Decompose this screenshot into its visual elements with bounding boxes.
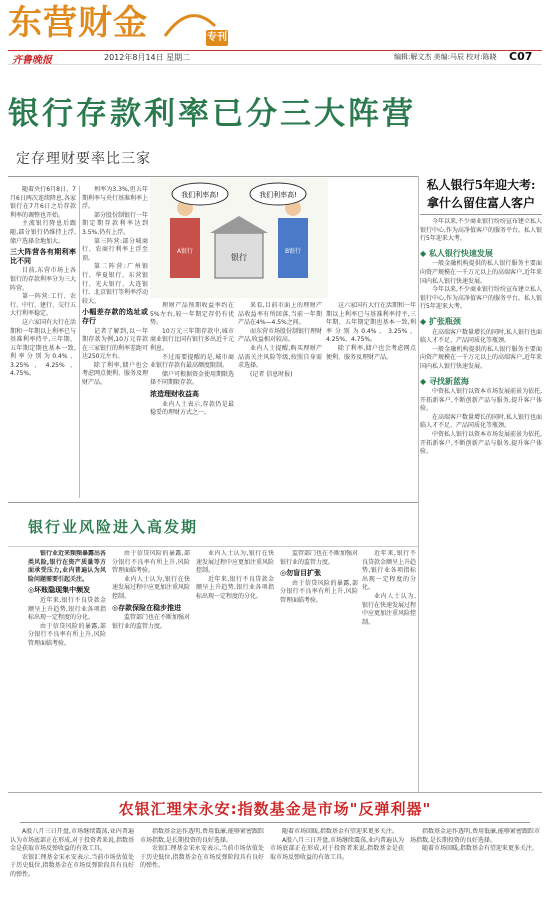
paragraph: 第一阵营:工行、农行、中行、建行、交行五大行利率稳定。 [10,293,76,318]
speech-bubble-right: 我们利率高! [259,191,297,199]
sidebar-body [420,218,542,788]
sidebar-article [420,176,542,788]
divider [20,822,530,823]
divider [8,502,418,503]
paragraph: 第二阵营:广州银行、华夏银行、东营银行、光大银行、大连银行、北京银行等利率浮动较大。 [82,263,148,305]
section-tag: 专刊 [206,30,228,46]
paragraph: 记者了解到,以一年期存款为例,10万元存款在三家银行的利率差距可达250元左右。 [82,327,148,361]
bottom-column-4 [410,828,540,918]
paragraph: 除了利率,储户也会考虑网点便利、服务及理财产品。 [326,344,416,361]
paragraph: 储户可根据资金使用期限选择不同期限存款。 [150,370,234,387]
divider [8,176,418,177]
paragraph: 这六家国有大行在活期和一年期以上利率已与基准利率持平,三年期、五年期定期也基本一致,利率分别为0.4%、3.25%、4.25%、4.75%。 [326,302,416,344]
bottom-column-2 [140,828,264,918]
paragraph: 中资私人银行以资本市场发展前景为依托,开拓新客户,不断创新产品与服务,提升客户体验。 [420,388,542,413]
figure-left-label: A银行 [176,248,194,255]
paragraph: 由于信贷风险的暴露,部分银行不良率有所上升,风险管理面临考验。 [112,550,190,575]
lead-column-1 [10,186,76,498]
paragraph: 一般金融机构提供的私人银行服务主要面向资产规模在一千万元以上的高端客户,近年来国内私人银行快速发展。 [420,260,542,285]
bank-competition-illustration [150,178,328,298]
section-heading: 浓造理财收益高 [150,389,199,398]
paragraph: 业内人士认为,银行在快速发展过程中应更加注重风险控制。 [112,575,190,600]
paragraph: 随着市场回暖,指数基金有望迎来更多关注。 [422,845,538,853]
paragraph: 第三阵营:部分城商行、农商行利率上浮至顶。 [82,237,148,262]
paragraph: 业内人士表示,存款仍是最稳妥的理财方式之一。 [150,400,234,417]
paragraph: 在高端客户数量增长的同时,私人银行也面临人才不足、产品同质化等瓶颈。 [420,413,542,430]
section-heading: ◎存款保险在稳步推进 [112,603,182,612]
paragraph: 这六家国有大行在活期和一年期以上利率已与基准利率持平,三年期、五年期定期也基本一致,利率分别为0.4%、3.25%、4.25%、4.75%。 [10,318,76,378]
paragraph: 农银汇理基金宋永安表示,当前市场估值处于历史低位,指数基金在市场反弹阶段具有良好的弹性。 [140,845,264,870]
section2-column-2 [112,550,190,786]
bottom-headline: 农银汇理宋永安:指数基金是市场"反弹利器" [118,800,432,818]
paragraph: 来看,目前市面上的理财产品收益率有所回落,当前一年期产品在4%—4.5%之间。 [238,302,322,327]
sidebar-section-heading: ◆ 私人银行快速发展 [420,248,493,258]
paragraph: 指数基金运作透明,费用低廉,能够紧密跟踪市场指数,是长期投资的良好选择。 [140,828,264,844]
bottom-column-1 [10,828,134,918]
page-number: C07 [509,50,533,63]
section2-column-1 [28,550,106,786]
paragraph: 10万元三年期存款中,城市商业银行比国有银行多出近千元利息。 [150,327,234,352]
paragraph: 理财产品预期收益率约在5%左右,较一年期定存仍有优势。 [150,302,234,327]
paragraph: 近年来,银行不良贷款金额呈上升趋势,银行业各项指标出现一定程度的分化。 [28,596,106,622]
speech-bubble-left: 我们利率高! [181,191,219,199]
section-title: 东营财金 [8,3,148,43]
section-heading: 小幅差存款的选址或存行 [82,308,148,325]
editor-line: 编辑:解文杰 美编:马辰 校对:陈晓 [394,53,497,61]
bank-building-label: 银行 [231,253,247,262]
section2-column-4 [280,550,358,786]
paragraph: 主流银行降息后跟随,部分银行仍维持上浮,储户选择余地加大。 [10,220,76,245]
paragraph: 随着央行6月8日、7月6日两次连续降息,各家银行在7月6日之后存款利率的调整也开始。 [10,186,76,219]
sidebar-headline-line2: 拿什么留住富人客户 [426,196,535,210]
paragraph: 农银汇理基金宋永安表示,当前市场估值处于历史低位,指数基金在市场反弹阶段具有良好的弹性。 [10,853,134,878]
paragraph: 随着市场回暖,指数基金有望迎来更多关注。 [282,828,398,835]
lead-subhead: 定存理财要率比三家 [16,151,151,167]
sidebar-section-heading: ◆ 扩张瓶颈 [420,316,461,326]
paragraph: 今年以来,不少商业银行纷纷宣布建立私人银行中心,作为高净值客户的服务平台。私人银行5年迎来大考。 [420,286,542,311]
paragraph: 业内人士提醒,购买理财产品需关注风险等级,按照自身需求选择。 [238,344,322,370]
paragraph: 而东营市场股份制银行理财产品,收益相对较高。 [238,327,322,344]
lead-column-5 [326,302,416,498]
sidebar-intro: 今年以来,不少商业银行纷纷宣布建立私人银行中心,作为高净值客户的服务平台。私人银行5年迎来大考。 [420,218,542,243]
paragraph: 指数基金运作透明,费用低廉,能够紧密跟踪市场指数,是长期投资的良好选择。 [410,828,540,844]
sidebar-headline-line1: 私人银行5年迎大考: [426,178,536,192]
byline: (记者 信息时报) [250,370,293,378]
lead-column-2 [82,186,148,498]
lead-headline: 银行存款利率已分三大阵营 [8,96,416,132]
column-divider [418,176,419,792]
paragraph: A股八月三日开盘,市场继续震荡,业内普遍认为市场底部正在形成,对于投资者来说,指数基金是获取市场反弹收益的有效工具。 [10,828,134,853]
divider [8,546,418,547]
section-heading: ◎坏账隐现集中频发 [28,586,91,595]
paragraph: 近年来,银行不良贷款金额呈上升趋势,银行业各项指标出现一定程度的分化。 [196,575,274,600]
paragraph: 在高端客户数量增长的同时,私人银行也面临人才不足、产品同质化等瓶颈。 [420,328,542,345]
paragraph: 除了利率,储户也会考虑网点便利、服务及理财产品。 [82,361,148,387]
section2-intro: 银行业近来频频暴露出各类风险,银行在资产质量等方面承受压力,业内普遍认为风险问题需要引起关注。 [28,550,106,583]
lead-column-3 [150,302,234,498]
divider [420,214,542,215]
date-line: 2012年8月14日 星期二 [104,53,191,62]
figure-right-label: B银行 [284,248,302,255]
paragraph: A股八月三日开盘,市场继续震荡,业内普遍认为市场底部正在形成,对于投资者来说,指数基金是获取市场反弹收益的有效工具。 [270,836,404,861]
paragraph: 目前,东营市场上各银行的存款利率分为三大阵营。 [10,267,76,292]
column-divider [79,186,80,498]
sidebar-headline [420,176,542,212]
bottom-column-3 [270,828,404,918]
paragraph: 利率为3.3%,但五年期利率与央行基准利率上浮。 [82,186,148,211]
paragraph: 不过需要提醒的是,城市商业银行存款有最高额度限制。 [150,353,234,370]
paragraph: 近年来,银行不良贷款金额呈上升趋势,银行业各项指标出现一定程度的分化。 [362,550,416,592]
section-heading: ◎勿盲目扩张 [280,569,322,578]
section2-column-3 [196,550,274,786]
paragraph: 中资私人银行以资本市场发展前景为依托,开拓新客户,不断创新产品与服务,提升客户体验。 [420,431,542,456]
paragraph: 监管部门也在不断加强对银行业的监管力度。 [280,550,358,566]
section-heading: 三大阵营各有期利率比不同 [10,248,76,265]
section2-column-5 [362,550,416,786]
lead-column-4 [238,302,322,498]
sidebar-section-heading: ◆ 寻找新蓝海 [420,376,469,386]
paragraph: 业内人士认为,银行在快速发展过程中应更加注重风险控制。 [196,550,274,575]
section2-headline: 银行业风险进入高发期 [28,518,199,536]
paragraph: 由于信贷风险的暴露,部分银行不良率有所上升,风险管理面临考验。 [28,622,106,647]
paragraph: 业内人士认为,银行在快速发展过程中应更加注重风险控制。 [362,592,416,626]
paragraph: 部分股份制银行一年期定期存款利率达到3.5%,仍有上浮。 [82,211,148,236]
paragraph: 由于信贷风险的暴露,部分银行不良率有所上升,风险管理面临考验。 [280,579,358,604]
paper-logo: 齐鲁晚报 [12,55,52,66]
paragraph: 一般金融机构提供的私人银行服务主要面向资产规模在一千万元以上的高端客户,近年来国内私人银行快速发展。 [420,345,542,370]
paragraph: 监管部门也在不断加强对银行业的监管力度。 [112,614,190,630]
